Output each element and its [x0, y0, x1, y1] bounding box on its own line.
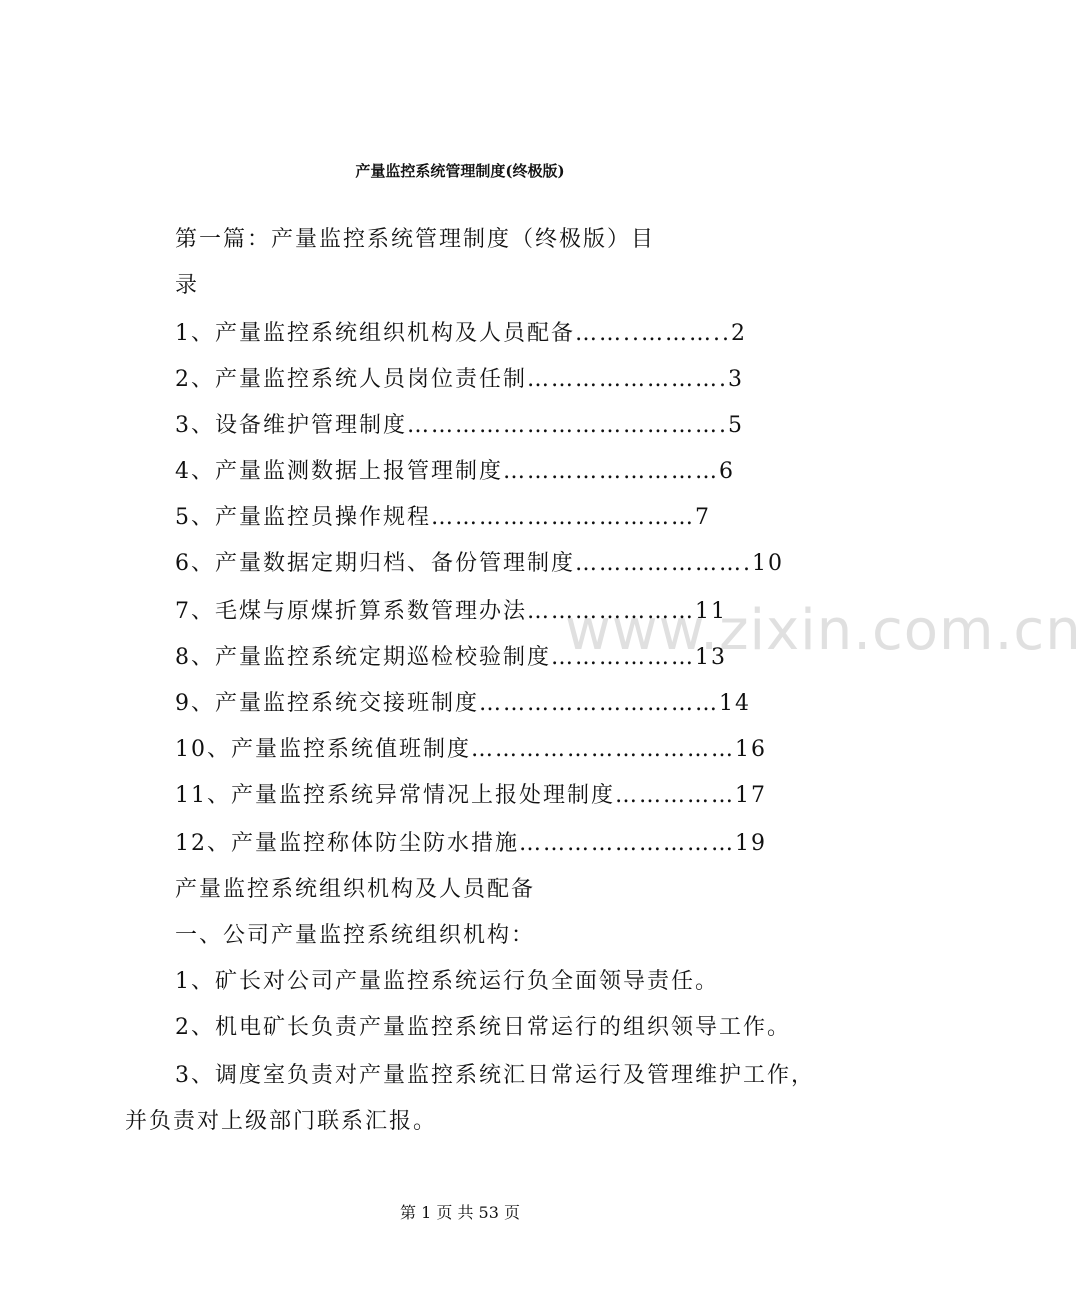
- toc-item: 6、产量数据定期归档、备份管理制度………………….10: [175, 551, 784, 576]
- toc-item: 1、产量监控系统组织机构及人员配备……..………..2: [175, 321, 747, 346]
- section-heading: 第一篇：产量监控系统管理制度（终极版）目: [175, 227, 656, 252]
- body-paragraph: 3、调度室负责对产量监控系统汇日常运行及管理维护工作，: [175, 1063, 815, 1088]
- toc-item: 10、产量监控系统值班制度……………………………16: [175, 737, 767, 762]
- body-paragraph: 并负责对上级部门联系汇报。: [125, 1109, 438, 1134]
- body-paragraph: 2、机电矿长负责产量监控系统日常运行的组织领导工作。: [175, 1015, 791, 1040]
- toc-item: 4、产量监测数据上报管理制度………………………6: [175, 459, 735, 484]
- body-heading: 产量监控系统组织机构及人员配备: [175, 877, 536, 902]
- page-footer: 第 1 页 共 53 页: [400, 1203, 520, 1222]
- body-paragraph: 1、矿长对公司产量监控系统运行负全面领导责任。: [175, 969, 719, 994]
- toc-heading: 录: [175, 273, 200, 298]
- toc-item: 3、设备维护管理制度………………………………….5: [175, 413, 744, 438]
- toc-item: 2、产量监控系统人员岗位责任制…………………….3: [175, 367, 744, 392]
- body-paragraph: 一、公司产量监控系统组织机构：: [175, 923, 536, 948]
- document-title: 产量监控系统管理制度(终极版): [355, 162, 565, 180]
- toc-item: 5、产量监控员操作规程……………………………7: [175, 505, 711, 530]
- watermark: www.zixin.com.cn: [565, 598, 1082, 663]
- toc-item: 11、产量监控系统异常情况上报处理制度……………17: [175, 783, 767, 808]
- toc-item: 12、产量监控称体防尘防水措施………………………19: [175, 831, 767, 856]
- toc-item: 7、毛煤与原煤折算系数管理办法…………………11: [175, 599, 727, 624]
- toc-item: 8、产量监控系统定期巡检校验制度………………13: [175, 645, 727, 670]
- toc-item: 9、产量监控系统交接班制度…………………………14: [175, 691, 751, 716]
